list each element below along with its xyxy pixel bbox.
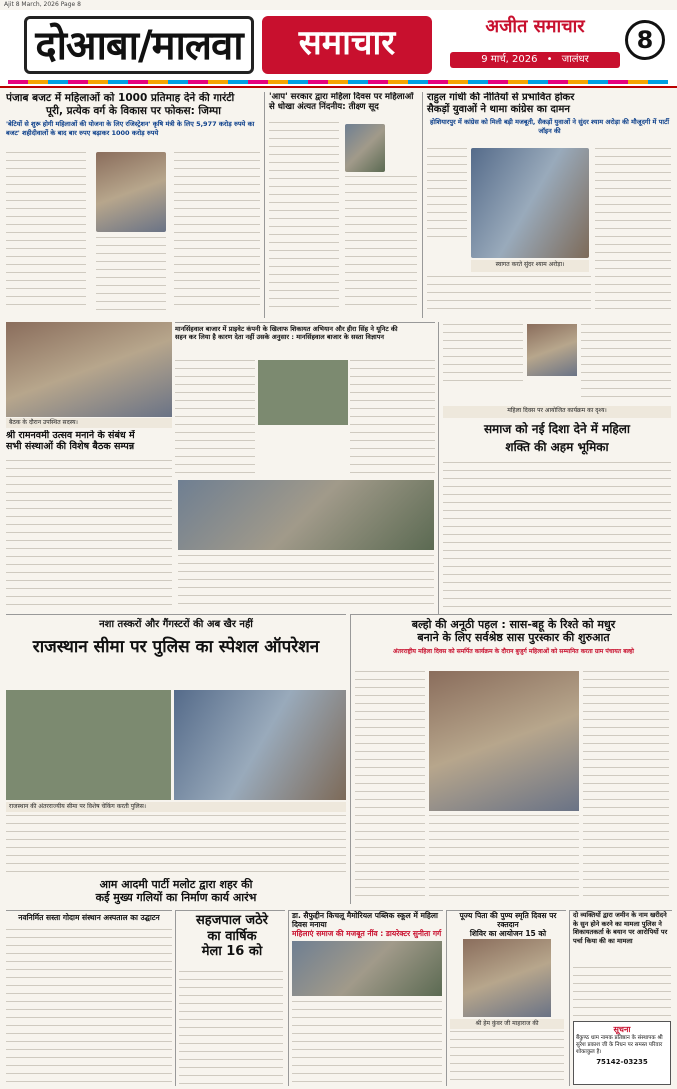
paper-name: अजीत समाचार [485,16,585,37]
saint-photo [463,939,551,1017]
sahajpal-headline-1: सहजपाल जठेरे [196,913,268,928]
school-story [288,910,443,1086]
aap-malout-headline-2: कई मुख्य गलियों का निर्माण कार्य आरंभ [95,891,257,905]
issue-city: जालंधर [561,54,589,65]
school-headline-2: महिलाएं समाज की मजबूत नींव : डायरेक्टर सुनीता गर्ग [292,929,442,938]
aap-headline-1: 'आप' सरकार द्वारा महिला दिवस पर महिलाओं [269,92,414,102]
sahajpal-text [179,971,283,1085]
mid-text-c [178,555,434,611]
aap-story [264,92,419,318]
bahu-subhead: अंतरराष्ट्रीय महिला दिवस को समर्पित कार्यक्रम के दौरान बुजुर्ग महिलाओं को सम्मानित करता ग्राम पंचायत बल्हो [393,648,634,656]
rahul-headline-2: सैकड़ों युवाओं ने थामा कांग्रेस का दामन [427,104,570,115]
blood-text [450,1031,564,1085]
aap-text-col2 [345,176,417,312]
sri-ram-text [6,460,172,606]
school-headline-1: डा. सैफुद्दीन किचलू मैमोरियल पब्लिक स्कूल में महिला दिवस मनाया [292,911,438,929]
sahajpal-headline-2: का वार्षिक [207,928,257,944]
right-top-text-2 [581,324,671,404]
hospital-text [6,929,172,1085]
sahajpal-story [175,910,285,1086]
lead-headline-1: पंजाब बजट में महिलाओं को 1000 प्रतिमाह देने की गारंटी [6,92,235,104]
award-photo [429,671,579,811]
women-caption: महिला दिवस पर आयोजित कार्यक्रम का दृश्य। [443,406,671,418]
meeting-photo-caption: बैठक के दौरान उपस्थित सदस्य। [6,418,172,428]
issue-date: 9 मार्च, 2026 [481,54,538,65]
lead-headline-2: पूरी, प्रत्येक वर्ग के विकास पर फोकस: जिम्पा [46,104,221,117]
women-text [443,462,671,610]
lead-text-col2 [96,237,166,312]
drug-story-header [6,614,346,686]
bahu-headline-1: बल्हो की अनूठी पहल : सास-बहू के रिश्ते को मधुर [411,618,616,631]
right-top-text [443,324,523,384]
rahul-text-col3 [595,148,671,312]
ceremony-photo [178,480,434,550]
school-photo [292,941,442,996]
color-stripe [8,80,668,84]
lead-subhead: 'बेटियों से शुरू होगी महिलाओं की योजना के लिए रजिस्ट्रेशन' कृषि मंत्री के लिए 5,977 करोड़ रुपये का बजट' शहीदीवालों के बाद बार रुपए बढ़ाकर 1000 करोड़ रुपये [6,120,255,138]
drug-text [6,815,346,875]
notice-box [573,1021,671,1085]
section-title-left: दोआबा/मालवा [24,16,254,74]
drug-headline: राजस्थान सीमा पर पुलिस का स्पेशल ऑपरेशन [32,637,320,657]
issue-date-bar [450,52,620,68]
aap-headline-2: से धोखा अंत्यत निंदनीय: तीक्ष्ण सूद [269,102,379,113]
saint-caption: श्री हेम कुंवर जी माहाराज की [450,1019,564,1029]
minister-photo [96,152,166,232]
drug-kicker: नशा तस्करों और गैंगस्टरों की अब खैर नहीं [99,619,253,630]
blood-camp-story [446,910,566,1086]
bahu-text-col2 [429,815,579,901]
crowd-photo [471,148,589,258]
police-photo-1 [6,690,171,800]
women-story [438,322,672,614]
blood-headline-2: शिविर का आयोजन 15 को [469,929,547,938]
land-headline: दो व्यक्तियों द्वारा जमीन के नाम खरीदने के सुन होने करने का मामला पुलिस ने शिकायतकर्ता के बयान पर आरोपियों पर पर्चा किया की का मामला [573,911,668,945]
sri-ram-headline-1: श्री रामनवमी उत्सव मनाने के संबंध में [6,430,135,441]
rahul-photo-caption: स्वागत करते सुंदर श्याम अरोड़ा। [471,260,589,272]
portrait-photo [527,324,577,376]
officials-photo [258,360,348,425]
bahu-headline-2: बनाने के लिए सर्वश्रेष्ठ सास पुरस्कार की शुरुआत [417,631,610,645]
land-case-story [569,910,672,1086]
rahul-story [422,92,672,318]
land-text [573,967,671,1017]
hospital-story [6,910,172,1086]
sri-ram-story [6,430,172,610]
section-title-mid: समाचार [262,16,432,74]
lead-text-col3 [174,152,260,312]
mid-headline-2: सहन कर लिया है कारण देता नहीं उसके अनुसार : मानसिंहवाल बाजार के सस्ता विज्ञापन [175,332,384,341]
mid-text-b [350,360,435,480]
lead-text-col1 [6,152,86,312]
aap-malout-headline-1: आम आदमी पार्टी मलोट द्वारा शहर की [99,878,253,891]
blood-headline-1: पूज्य पिता की पुण्य स्मृति दिवस पर रक्तदान [459,911,557,929]
bahu-story [350,614,672,904]
rahul-headline-1: राहुल गांधी की नीतियों से प्रभावित होकर [427,92,575,103]
bahu-text-col1 [355,671,425,901]
police-photo-2 [174,690,346,800]
sri-ram-headline-2: सभी संस्थाओं की विशेष बैठक सम्पन्न [6,441,135,453]
rahul-text-col1 [427,148,467,238]
drug-caption: राजस्थान की अंतरराज्यीय सीमा पर विशेष चेकिंग करती पुलिस। [6,802,346,812]
mid-headline-1: मानसिंहवाल बाजार में प्राइवेट कंपनी के खिलाफ शिकायत अभियान और हीरा सिंह ने यूनिट की [175,325,398,333]
meeting-photo [6,322,172,417]
mid-band [175,322,435,358]
sahajpal-headline-3: मेला 16 को [201,944,263,960]
aap-malout-story [6,878,346,906]
page-number: 8 [625,20,665,60]
school-text [292,1001,442,1085]
dot-icon: • [546,54,553,65]
masthead [0,10,677,88]
bahu-text-col3 [583,671,669,901]
lead-story [6,92,261,318]
mid-text-a [175,360,255,480]
notice-title: सूचना [613,1025,631,1034]
notice-text: बैंकुण्ठ धाम नामक प्रतिष्ठान के संस्थापक श्री सुरेश प्रकाश जी के निधन पर समस्त परिवार शोकाकुल है। [576,1035,663,1055]
aap-text-col1 [269,122,339,312]
rahul-text-bottom [427,276,591,312]
politician-photo [345,124,385,172]
women-headline-3: शक्ति की अहम भूमिका [505,440,609,454]
page-info-line: Ajit 8 March, 2026 Page 8 [0,0,677,10]
rahul-subhead: होशियारपुर में कांग्रेस को मिली बड़ी मजबूती, सैकड़ों युवाओं ने सुंदर श्याम अरोड़ा की मौजूदगी में पार्टी जॉइन की [429,118,670,135]
notice-phone: 75142-03235 [596,1058,648,1066]
women-headline-2: समाज को नई दिशा देने में महिला [483,422,631,436]
hospital-headline: नवनिर्मित सस्ता गोदाम संस्थान अस्पताल का उद्घाटन [18,913,160,922]
